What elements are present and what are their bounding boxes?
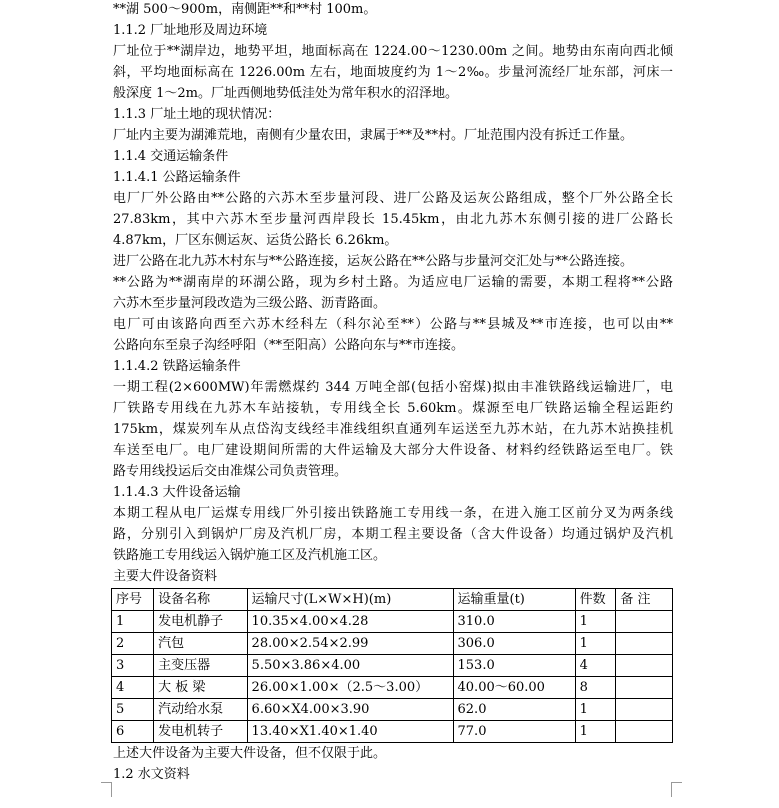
text-line: 上述大件设备为主要大件设备，但不仅限于此。	[113, 746, 387, 761]
text-line: 厂址位于**湖岸边，地势平坦，地面标高在 1224.00～1230.00m 之间。地势由东南向西北倾	[113, 44, 673, 59]
text-line: 车送至电厂。电厂建设期间所需的大件运输及大部分大件设备、材料约经铁路运至电厂。铁	[113, 443, 673, 458]
table-row	[112, 633, 673, 655]
text-line: 厂址内主要为湖滩荒地，南侧有少量农田，隶属于**及**村。厂址范围内没有拆迁工作量。	[113, 128, 634, 143]
table-cell: 153.0	[453, 655, 575, 677]
table-cell: 40.00～60.00	[453, 677, 575, 699]
page-corner-mark-left	[101, 782, 112, 797]
table-cell: 4	[112, 677, 154, 699]
text-line: 1.1.4.3 大件设备运输	[113, 485, 241, 500]
table-row	[112, 655, 673, 677]
text-line: 主要大件设备资料	[113, 569, 218, 584]
text-line: 公路向东至泉子沟经呼阳（**至阳高）公路向东与**市连接。	[113, 338, 465, 353]
table-header-cell: 运输重量(t)	[453, 589, 575, 611]
text-line: 般深度 1～2m。厂址西侧地势低洼处为常年积水的沼泽地。	[113, 86, 459, 101]
text-line: 路，分别引入到锅炉厂房及汽机厂房，本期工程主要设备（含大件设备）均通过锅炉及汽机	[113, 527, 673, 542]
text-line: 1.1.4.2 铁路运输条件	[113, 359, 241, 374]
table-cell: 1	[575, 611, 616, 633]
table-cell: 62.0	[453, 699, 575, 721]
table-cell: 1	[575, 633, 616, 655]
table-cell: 26.00×1.00×（2.5～3.00）	[247, 677, 453, 699]
table-cell: 306.0	[453, 633, 575, 655]
text-line: 1.2 水文资料	[113, 767, 190, 782]
table-header-cell: 件数	[575, 589, 616, 611]
table-cell: 28.00×2.54×2.99	[247, 633, 453, 655]
text-line: 27.83km，其中六苏木至步量河西岸段长 15.45km，由北九苏木东侧引接的进厂公路长	[113, 212, 673, 227]
text-line: 本期工程从电厂运煤专用线厂外引接出铁路施工专用线一条，在进入施工区前分叉为两条线	[113, 506, 673, 521]
table-cell: 6.60×X4.00×3.90	[247, 699, 453, 721]
table-cell	[616, 655, 673, 677]
table-body	[112, 611, 673, 743]
text-block	[113, 0, 673, 587]
table-cell: 10.35×4.00×4.28	[247, 611, 453, 633]
table-cell: 汽动给水泵	[154, 699, 247, 721]
text-line: 一期工程(2×600MW)年需燃煤约 344 万吨全部(包括小窑煤)拟由丰准铁路线运输进厂，电	[113, 380, 673, 395]
text-line: 电厂可由该路向西至六苏木经科左（科尔沁至**）公路与**县城及**市连接，也可以由**	[113, 317, 673, 332]
table-cell: 310.0	[453, 611, 575, 633]
table-cell	[616, 611, 673, 633]
table-cell	[616, 677, 673, 699]
table-cell: 主变压器	[154, 655, 247, 677]
text-line: 1.1.2 厂址地形及周边环境	[113, 23, 268, 38]
table-cell: 2	[112, 633, 154, 655]
table-cell: 8	[575, 677, 616, 699]
table-row	[112, 721, 673, 743]
text-line: 4.87km，厂区东侧运灰、运货公路长 6.26km。	[113, 233, 398, 248]
text-block-after-table	[113, 743, 673, 785]
text-line: 铁路施工专用线运入锅炉施工区及汽机施工区。	[113, 548, 387, 563]
text-line: 路专用线投运后交由准煤公司负责管理。	[113, 464, 348, 479]
table-cell: 1	[575, 699, 616, 721]
text-line: **湖 500～900m，南侧距**和**村 100m。	[113, 2, 377, 17]
text-line: **公路为**湖南岸的环湖公路，现为乡村土路。为适应电厂运输的需要，本期工程将**公路	[113, 275, 673, 290]
table-cell	[616, 721, 673, 743]
text-line: 厂铁路专用线在九苏木车站接轨，专用线全长 5.60km。煤源至电厂铁路运输全程运距约	[113, 401, 673, 416]
document-body	[113, 0, 673, 785]
text-line: 六苏木至步量河段改造为三级公路、沥青路面。	[113, 296, 387, 311]
table-cell	[616, 699, 673, 721]
text-line: 1.1.3 厂址土地的现状情况：	[113, 107, 281, 122]
table-header-row	[112, 589, 673, 611]
text-line: 1.1.4 交通运输条件	[113, 149, 229, 164]
table-row	[112, 611, 673, 633]
table-header-cell: 设备名称	[154, 589, 247, 611]
text-line: 电厂厂外公路由**公路的六苏木至步量河段、进厂公路及运灰公路组成，整个厂外公路全长	[113, 191, 673, 206]
table-row	[112, 699, 673, 721]
table-cell: 4	[575, 655, 616, 677]
table-cell: 5	[112, 699, 154, 721]
table-header-cell: 序号	[112, 589, 154, 611]
text-line: 175km，煤炭列车从点岱沟支线经丰准线组织直通列车运送至九苏木站，在九苏木站换挂机	[113, 422, 673, 437]
text-line: 斜，平均地面标高在 1226.00m 左右，地面坡度约为 1～2‰。步量河流经厂址东部，河床一	[113, 65, 673, 80]
table-cell: 6	[112, 721, 154, 743]
text-line: 1.1.4.1 公路运输条件	[113, 170, 241, 185]
table-cell	[616, 633, 673, 655]
table-cell: 13.40×X1.40×1.40	[247, 721, 453, 743]
table-cell: 77.0	[453, 721, 575, 743]
table-cell: 5.50×3.86×4.00	[247, 655, 453, 677]
table-cell: 大 板 梁	[154, 677, 247, 699]
table-cell: 1	[575, 721, 616, 743]
table-cell: 3	[112, 655, 154, 677]
page-corner-mark-right	[671, 782, 682, 797]
table-cell: 发电机静子	[154, 611, 247, 633]
table-row	[112, 677, 673, 699]
table-cell: 发电机转子	[154, 721, 247, 743]
table-header-cell: 运输尺寸(L×W×H)(m)	[247, 589, 453, 611]
table-cell: 汽包	[154, 633, 247, 655]
table-cell: 1	[112, 611, 154, 633]
text-line: 进厂公路在北九苏木村东与**公路连接，运灰公路在**公路与步量河交汇处与**公路连接。	[113, 254, 634, 269]
equipment-table	[111, 588, 673, 743]
table-header-cell: 备 注	[616, 589, 673, 611]
